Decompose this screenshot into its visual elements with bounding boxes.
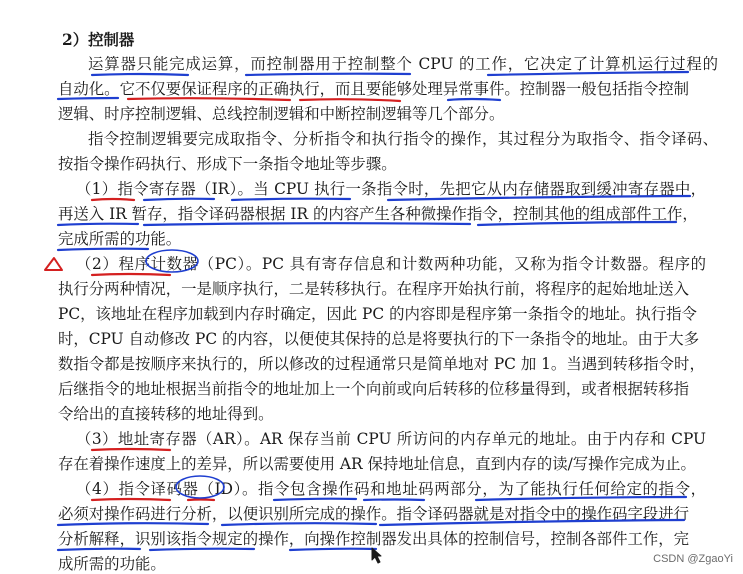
section-heading: 2）控制器: [62, 31, 135, 49]
blue-underline: [364, 500, 424, 501]
text-line: （4）指令译码器（ID）。指令包含操作码和地址码两部分，为了能执行任何给定的指令，: [76, 480, 706, 498]
red-underline: [188, 500, 214, 501]
text-line: 令给出的直接转移的地址得到。: [58, 405, 274, 423]
text-line: 数指令都是按顺序来执行的，所以修改的过程通常只是简单地对 PC 加 1。当遇到转移指令时，: [58, 355, 705, 373]
red-underline: [300, 99, 400, 101]
text-line: 逻辑、时序控制逻辑、总线控制逻辑和中断控制逻辑等几个部分。: [58, 105, 505, 123]
text-line: 成所需的功能。: [58, 555, 166, 573]
text-line: 存在着操作速度上的差异，所以需要使用 AR 保持地址信息，直到内存的读/写操作完成为止。: [58, 455, 696, 473]
text-line: 完成所需的功能。: [58, 230, 182, 248]
watermark: CSDN @ZgaoYi: [653, 553, 733, 565]
text-line: 必须对操作码进行分析，以便识别所完成的操作。指令译码器就是对指令中的操作码字段进行: [58, 505, 690, 523]
blue-underline: [92, 74, 188, 75]
blue-underline: [448, 99, 500, 100]
text-line: （1）指令寄存器（IR）。当 CPU 执行一条指令时，先把它从内存储器取到缓冲寄存器中，: [76, 180, 706, 198]
text-line: 时，CPU 自动修改 PC 的内容，以便使其保持的总是将要执行的下一条指令的地址。由于大多: [58, 330, 700, 348]
text-line: PC，该地址在程序加载到内存时确定，因此 PC 的内容即是程序第一条指令的地址。执行指令: [58, 305, 697, 323]
text-line: 按指令操作码执行、形成下一条指令地址等步骤。: [58, 155, 397, 173]
text-line: 后继指令的地址根据当前指令的地址加上一个向前或向后转移的位移量得到，或者根据转移指: [58, 380, 690, 398]
text-line: 执行分两种情况，一是顺序执行，二是转移执行。在程序开始执行前，将程序的起始地址送入: [58, 280, 690, 298]
text-line: （3）地址寄存器（AR）。AR 保存当前 CPU 所访问的内存单元的地址。由于内存和 CPU: [76, 430, 706, 448]
text-line: 运算器只能完成运算，而控制器用于控制整个 CPU 的工作，它决定了计算机运行过程的: [88, 55, 718, 73]
text-line: 再送入 IR 暂存，指令译码器根据 IR 的内容产生各种微操作指令，控制其他的组成部件工作，: [58, 205, 698, 223]
red-underline: [92, 199, 134, 200]
text-line: 分析解释，识别该指令规定的操作，向操作控制器发出具体的控制信号，控制各部件工作，完: [58, 530, 690, 548]
red-underline: [92, 499, 170, 500]
red-underline: [92, 449, 170, 450]
red-underline: [92, 274, 170, 275]
text-line: 指令控制逻辑要完成取指令、分析指令和执行指令的操作，其过程分为取指令、指令译码、: [88, 130, 718, 148]
text-line: 自动化。它不仅要保证程序的正确执行，而且要能够处理异常事件。控制器一般包括指令控制: [58, 80, 690, 98]
text-line: （2）程序计数器（PC）。PC 具有寄存信息和计数两种功能，又称为指令计数器。程序的: [76, 255, 706, 273]
